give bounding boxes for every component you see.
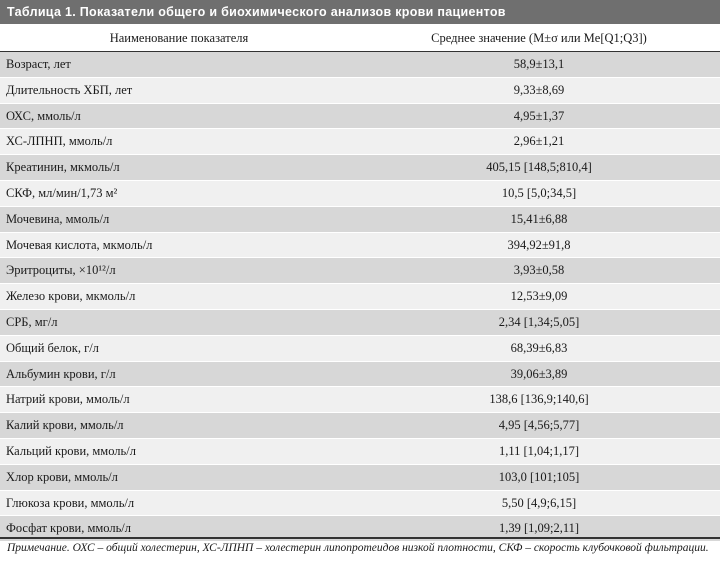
indicator-value: 12,53±9,09 (510, 289, 568, 304)
indicator-name: Возраст, лет (6, 57, 71, 71)
table-row (0, 413, 720, 439)
indicator-name: Фосфат крови, ммоль/л (6, 521, 132, 536)
indicator-value: 1,11 [1,04;1,17] (498, 443, 580, 458)
table-row (0, 439, 720, 465)
indicator-name: Мочевина, ммоль/л (6, 211, 110, 226)
indicator-value: 2,34 [1,34;5,05] (498, 314, 580, 329)
indicator-name: Общий белок, г/л (6, 340, 99, 355)
table-title (0, 0, 720, 24)
indicator-name: Хлор крови, ммоль/л (6, 469, 118, 484)
indicator-value: 3,93±0,58 (513, 263, 565, 278)
table-row (0, 233, 720, 259)
indicator-value: 5,50 [4,9;6,15] (501, 495, 577, 510)
indicator-value: 4,95 [4,56;5,77] (498, 418, 580, 433)
indicator-value: 58,9±13,1 (513, 57, 565, 71)
indicator-value: 1,39 [1,09;2,11] (498, 521, 580, 536)
header-indicator-name: Наименование показателя (109, 31, 249, 45)
indicator-name: Кальций крови, ммоль/л (6, 443, 136, 458)
indicator-name: Альбумин крови, г/л (6, 366, 116, 381)
table-row (0, 181, 720, 207)
indicator-name: ОХС, ммоль/л (6, 108, 81, 123)
header-mean-value: Среднее значение (M±σ или Me[Q1;Q3]) (431, 31, 647, 45)
table-row (0, 387, 720, 413)
table-row (0, 258, 720, 284)
table-row (0, 78, 720, 104)
table-row (0, 52, 720, 78)
table-row (0, 284, 720, 310)
table-row (0, 310, 720, 336)
indicator-name: Креатинин, мкмоль/л (6, 160, 120, 175)
table-header-row (0, 24, 720, 52)
indicator-value: 39,06±3,89 (510, 366, 568, 381)
indicator-value: 10,5 [5,0;34,5] (501, 185, 577, 200)
table-row (0, 155, 720, 181)
table-row (0, 465, 720, 491)
indicator-value: 2,96±1,21 (513, 134, 565, 149)
indicator-value: 4,95±1,37 (513, 108, 565, 123)
indicator-name: Железо крови, мкмоль/л (6, 289, 136, 304)
indicator-name: Эритроциты, ×10¹²/л (6, 263, 116, 278)
table-row (0, 362, 720, 388)
table-row (0, 104, 720, 130)
indicator-value: 405,15 [148,5;810,4] (486, 160, 592, 175)
table-row (0, 207, 720, 233)
indicator-name: СРБ, мг/л (6, 314, 58, 329)
indicator-name: Калий крови, ммоль/л (6, 418, 124, 433)
indicator-value: 103,0 [101;105] (498, 469, 580, 484)
table-bottom-rule (0, 537, 720, 539)
table-row (0, 129, 720, 155)
indicator-value: 138,6 [136,9;140,6] (489, 392, 589, 407)
indicator-value: 9,33±8,69 (513, 82, 565, 97)
indicator-name: Длительность ХБП, лет (6, 82, 133, 97)
table-body (0, 52, 720, 542)
indicator-name: Натрий крови, ммоль/л (6, 392, 130, 407)
indicator-value: 68,39±6,83 (510, 340, 568, 355)
table-title-text: Таблица 1. Показатели общего и биохимического анализов крови пациентов (7, 5, 506, 19)
indicator-name: ХС-ЛПНП, ммоль/л (6, 134, 113, 149)
table-row (0, 491, 720, 517)
indicator-value: 15,41±6,88 (510, 211, 568, 226)
table-note: Примечание. ОХС – общий холестерин, ХС-ЛПНП – холестерин липопротеидов низкой плотности, СКФ – скорость клубочковой фильтрации. (7, 542, 709, 554)
table-row (0, 336, 720, 362)
indicator-name: СКФ, мл/мин/1,73 м² (6, 185, 118, 200)
indicator-name: Мочевая кислота, мкмоль/л (6, 237, 153, 252)
indicator-name: Глюкоза крови, ммоль/л (6, 495, 135, 510)
indicator-value: 394,92±91,8 (507, 237, 571, 252)
